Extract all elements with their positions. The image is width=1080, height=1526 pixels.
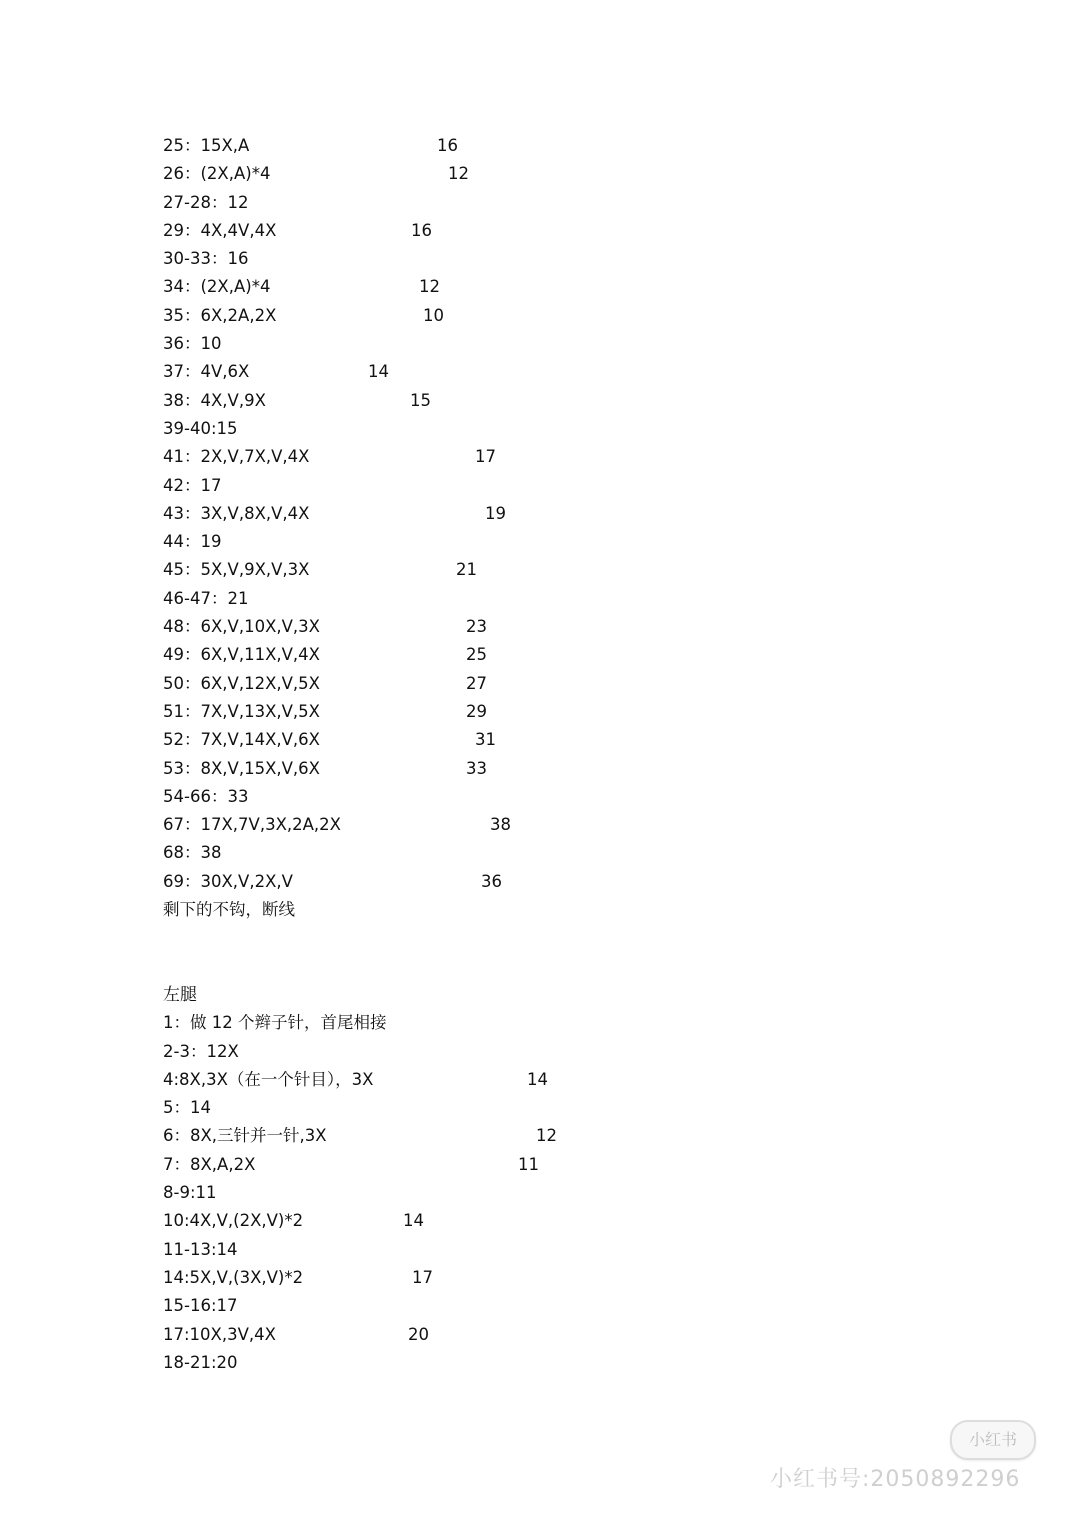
pattern-row <box>163 1321 863 1349</box>
stitch-count: 38 <box>490 815 511 835</box>
row-instruction: 46-47：21 <box>163 588 249 608</box>
stitch-count: 11 <box>518 1154 539 1174</box>
row-instruction: 17:10X,3V,4X <box>163 1324 276 1344</box>
row-instruction: 1：做 12 个辫子针，首尾相接 <box>163 1013 387 1033</box>
pattern-row <box>163 811 863 839</box>
stitch-count: 16 <box>411 220 432 240</box>
row-instruction: 54-66：33 <box>163 786 249 806</box>
pattern-row <box>163 1122 863 1150</box>
stitch-count: 12 <box>419 277 440 297</box>
row-instruction: 8-9:11 <box>163 1183 217 1203</box>
pattern-row <box>163 1009 863 1037</box>
pattern-row <box>163 839 863 867</box>
row-instruction: 14:5X,V,(3X,V)*2 <box>163 1267 304 1287</box>
watermark-text: 小红书号:2050892296 <box>770 1467 1021 1492</box>
row-instruction: 5：14 <box>163 1098 211 1118</box>
stitch-count: 12 <box>448 164 469 184</box>
stitch-count: 10 <box>423 305 444 325</box>
pattern-row <box>163 500 863 528</box>
row-instruction: 6：8X,三针并一针,3X <box>163 1126 327 1146</box>
row-instruction: 44：19 <box>163 532 222 552</box>
row-instruction: 45：5X,V,9X,V,3X <box>163 560 310 580</box>
row-instruction: 67：17X,7V,3X,2A,2X <box>163 815 341 835</box>
row-instruction: 68：38 <box>163 843 222 863</box>
pattern-row <box>163 641 863 669</box>
pattern-row <box>163 670 863 698</box>
row-instruction: 7：8X,A,2X <box>163 1154 256 1174</box>
row-instruction: 27-28：12 <box>163 192 249 212</box>
stitch-count: 23 <box>466 617 487 637</box>
section-title: 左腿 <box>163 985 197 1005</box>
pattern-row <box>163 472 863 500</box>
pattern-row <box>163 132 863 160</box>
pattern-row <box>163 755 863 783</box>
pattern-row <box>163 302 863 330</box>
pattern-row <box>163 330 863 358</box>
pattern-row <box>163 443 863 471</box>
pattern-row <box>163 273 863 301</box>
row-instruction: 50：6X,V,12X,V,5X <box>163 673 320 693</box>
stitch-count: 33 <box>466 758 487 778</box>
row-instruction: 38：4X,V,9X <box>163 390 266 410</box>
stitch-count: 20 <box>408 1324 429 1344</box>
stitch-count: 12 <box>536 1126 557 1146</box>
stitch-count: 36 <box>481 871 502 891</box>
pattern-row <box>163 783 863 811</box>
stitch-count: 31 <box>475 730 496 750</box>
pattern-row <box>163 585 863 613</box>
row-instruction: 18-21:20 <box>163 1352 238 1372</box>
stitch-count: 27 <box>466 673 487 693</box>
pattern-row <box>163 556 863 584</box>
pattern-row <box>163 160 863 188</box>
pattern-row <box>163 528 863 556</box>
row-instruction: 53：8X,V,15X,V,6X <box>163 758 320 778</box>
row-instruction: 39-40:15 <box>163 418 238 438</box>
pattern-row <box>163 1038 863 1066</box>
row-instruction: 10:4X,V,(2X,V)*2 <box>163 1211 304 1231</box>
pattern-row <box>163 387 863 415</box>
row-instruction: 48：6X,V,10X,V,3X <box>163 617 320 637</box>
row-instruction: 11-13:14 <box>163 1239 238 1259</box>
row-instruction: 26：(2X,A)*4 <box>163 164 271 184</box>
pattern-row <box>163 1094 863 1122</box>
row-instruction: 29：4X,4V,4X <box>163 220 277 240</box>
left-leg-section <box>163 981 863 1377</box>
row-instruction: 37：4V,6X <box>163 362 250 382</box>
row-instruction: 52：7X,V,14X,V,6X <box>163 730 320 750</box>
pattern-row <box>163 896 863 924</box>
pattern-section-body <box>163 132 863 924</box>
row-instruction: 41：2X,V,7X,V,4X <box>163 447 310 467</box>
pattern-row <box>163 698 863 726</box>
row-instruction: 42：17 <box>163 475 222 495</box>
stitch-count: 17 <box>475 447 496 467</box>
pattern-row <box>163 1264 863 1292</box>
pattern-row <box>163 415 863 443</box>
pattern-row <box>163 613 863 641</box>
row-instruction: 4:8X,3X（在一个针目），3X <box>163 1069 374 1089</box>
row-instruction: 剩下的不钩，断线 <box>163 900 295 920</box>
stitch-count: 29 <box>466 701 487 721</box>
pattern-row <box>163 1292 863 1320</box>
pattern-row <box>163 868 863 896</box>
pattern-row <box>163 1179 863 1207</box>
pattern-row <box>163 1236 863 1264</box>
row-instruction: 34：(2X,A)*4 <box>163 277 271 297</box>
pattern-row <box>163 726 863 754</box>
row-instruction: 2-3：12X <box>163 1041 239 1061</box>
row-instruction: 43：3X,V,8X,V,4X <box>163 503 310 523</box>
pattern-row <box>163 1066 863 1094</box>
stitch-count: 16 <box>437 136 458 155</box>
stitch-count: 14 <box>368 362 389 382</box>
stitch-count: 15 <box>410 390 431 410</box>
pattern-row <box>163 245 863 273</box>
stitch-count: 14 <box>527 1069 548 1089</box>
stitch-count: 17 <box>412 1267 433 1287</box>
stitch-count: 19 <box>485 503 506 523</box>
stitch-count: 25 <box>466 645 487 665</box>
pattern-row <box>163 189 863 217</box>
row-instruction: 15-16:17 <box>163 1296 238 1316</box>
row-instruction: 25：15X,A <box>163 136 250 155</box>
row-instruction: 30-33：16 <box>163 249 249 269</box>
row-instruction: 36：10 <box>163 334 222 354</box>
pattern-row <box>163 1349 863 1377</box>
pattern-row <box>163 1207 863 1235</box>
stitch-count: 14 <box>403 1211 424 1231</box>
row-instruction: 51：7X,V,13X,V,5X <box>163 701 320 721</box>
pattern-row <box>163 1151 863 1179</box>
row-instruction: 69：30X,V,2X,V <box>163 871 293 891</box>
watermark-badge: 小红书 <box>950 1420 1036 1460</box>
pattern-row <box>163 217 863 245</box>
row-instruction: 49：6X,V,11X,V,4X <box>163 645 320 665</box>
pattern-row <box>163 358 863 386</box>
stitch-count: 21 <box>456 560 477 580</box>
row-instruction: 35：6X,2A,2X <box>163 305 277 325</box>
